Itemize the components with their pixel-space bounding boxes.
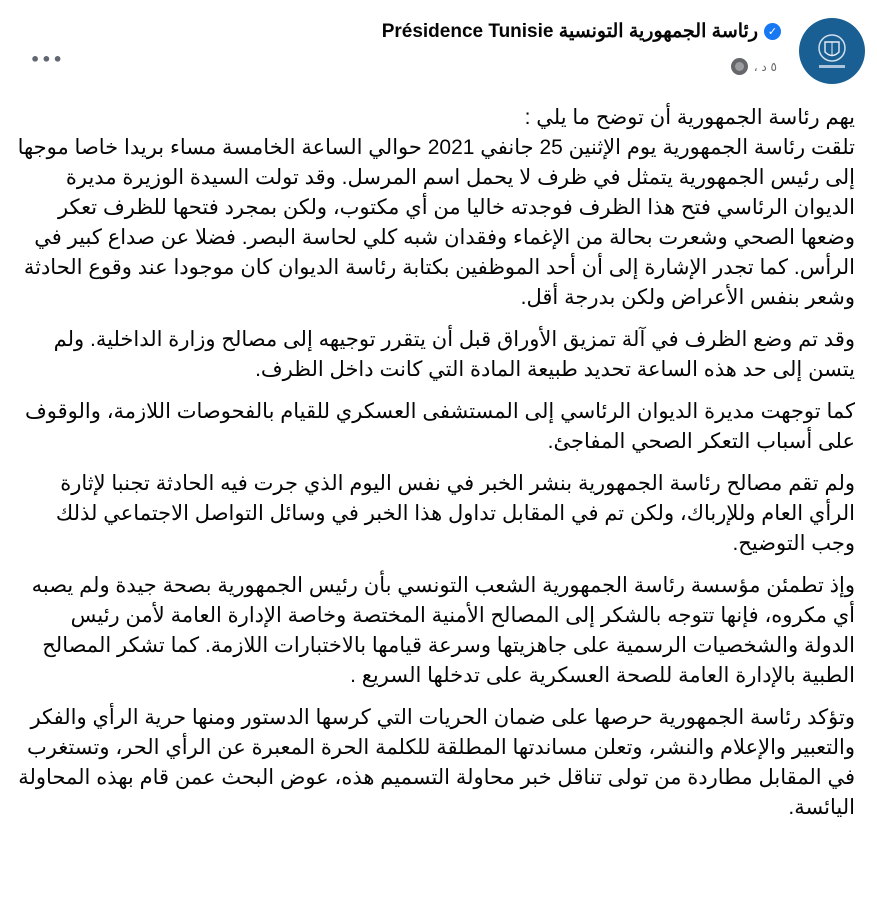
verified-badge-icon: ✓ bbox=[764, 23, 781, 40]
post-paragraph: كما توجهت مديرة الديوان الرئاسي إلى المستشفى العسكري للقيام بالفحوصات اللازمة، والوقوف على أسباب التعكر الصحي المفاجئ. bbox=[25, 400, 855, 453]
globe-icon bbox=[731, 58, 748, 75]
post-paragraph: تلقت رئاسة الجمهورية يوم الإثنين 25 جانفي 2021 حوالي الساعة الخامسة مساء بريدا خاصا موجها إلى رئيس الجمهورية يتمثل في ظرف لا يحمل اسم المرسل. وقد تولت السيدة الوزيرة مديرة الديوان الرئاسي فتح هذا الظرف فوجدته خاليا من أي مكتوب، ولكن بمجرد فتحها للظرف تعكر وضعها الصحي وشعرت بحالة من الإغماء وفقدان شبه كلي لحاسة البصر. فضلا عن صداع كبير في الرأس. كما تجدر الإشارة إلى أن أحد الموظفين بكتابة رئاسة الديوان كان موجودا عند وقوع الحادثة وشعر بنفس الأعراض ولكن بدرجة أقل. bbox=[17, 136, 855, 309]
post-intro: يهم رئاسة الجمهورية أن توضح ما يلي : bbox=[524, 106, 855, 129]
coat-of-arms-icon bbox=[809, 28, 855, 74]
page-name-row bbox=[382, 20, 781, 43]
post-paragraph: ولم تقم مصالح رئاسة الجمهورية بنشر الخبر في نفس اليوم الذي جرت فيه الحادثة تجنبا لإثارة الرأي العام وللإرباك، ولكن تم في المقابل تداول هذا الخبر في وسائل التواصل الاجتماعي لذلك وجب التوضيح. bbox=[55, 472, 855, 555]
post-body bbox=[15, 103, 855, 835]
more-options-button[interactable]: ••• bbox=[30, 50, 64, 69]
page-avatar[interactable] bbox=[799, 18, 865, 84]
post-paragraph: وقد تم وضع الظرف في آلة تمزيق الأوراق قبل أن يتقرر توجيهه إلى مصالح وزارة الداخلية. ولم يتسن إلى حد هذه الساعة تحديد طبيعة المادة التي كانت داخل الظرف. bbox=[53, 328, 855, 381]
page-name-link[interactable]: رئاسة الجمهورية التونسية Présidence Tunisie bbox=[381, 21, 758, 42]
post-header bbox=[0, 0, 877, 92]
post-paragraph: وتؤكد رئاسة الجمهورية حرصها على ضمان الحريات التي كرسها الدستور ومنها حرية الرأي والفكر والتعبير والإعلام والنشر، وتعلن مساندتها المطلقة للكلمة الحرة المعبرة عن الرأي الحر، وتستغرب في المقابل مطاردة من تولى تناقل خبر محاولة التسميم هذه، عوض البحث عمن قام بهذه المحاولة اليائسة. bbox=[18, 706, 855, 819]
post-meta bbox=[731, 58, 777, 75]
post-paragraph: وإذ تطمئن مؤسسة رئاسة الجمهورية الشعب التونسي بأن رئيس الجمهورية بصحة جيدة ولم يصبه أي مكروه، فإنها تتوجه بالشكر إلى المصالح الأمنية المختصة وخاصة الإدارة العامة لأمن رئيس الدولة والشخصيات الرسمية على جاهزيتها وسرعة قيامها بالاختبارات اللازمة. كما تشكر المصالح الطبية بالإدارة العامة للصحة العسكرية على تدخلها السريع . bbox=[31, 574, 855, 687]
post-timestamp[interactable]: ٥ د ، bbox=[753, 59, 777, 74]
